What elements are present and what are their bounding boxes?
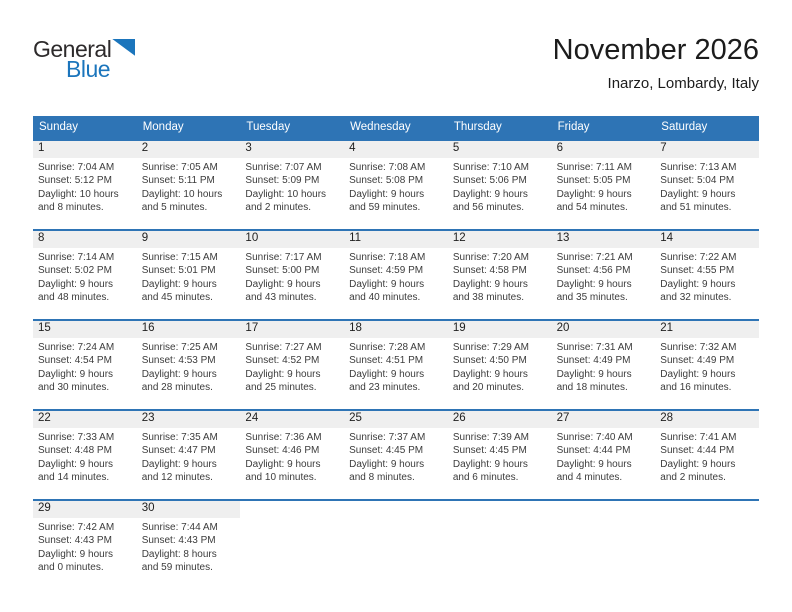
sunset-text: Sunset: 5:02 PM [38, 265, 112, 277]
day-detail [552, 158, 656, 215]
sunrise-text: Sunrise: 7:10 AM [452, 162, 529, 173]
calendar-day-cell-17 [240, 321, 344, 409]
sunrise-text: Sunrise: 7:37 AM [349, 432, 426, 443]
page-header [33, 34, 759, 104]
calendar-day-cell-7 [655, 141, 759, 229]
day-number: 19 [448, 321, 552, 338]
day-detail [655, 428, 759, 485]
sunrise-text: Sunrise: 7:27 AM [245, 342, 322, 353]
day-detail [655, 158, 759, 215]
sunset-text: Sunset: 5:11 PM [141, 175, 215, 187]
weekday-header-wednesday: Wednesday [350, 121, 411, 133]
day-detail [655, 248, 759, 305]
sunset-text: Sunset: 4:44 PM [660, 445, 735, 457]
calendar-day-cell-9 [137, 231, 241, 319]
daylight-text: Daylight: 9 hours and 23 minutes. [349, 368, 425, 394]
daylight-text: Daylight: 9 hours and 48 minutes. [38, 278, 114, 304]
week-row-4 [33, 409, 759, 499]
sunset-text: Sunset: 5:12 PM [38, 175, 112, 187]
calendar-day-cell-15 [33, 321, 137, 409]
sunrise-text: Sunrise: 7:17 AM [245, 252, 322, 263]
sunset-text: Sunset: 4:54 PM [38, 355, 112, 367]
daylight-text: Daylight: 9 hours and 56 minutes. [452, 188, 528, 214]
calendar-day-cell-5 [448, 141, 552, 229]
weekday-header-monday: Monday [142, 121, 184, 133]
day-number: 17 [240, 321, 344, 338]
day-number: 25 [344, 411, 448, 428]
sunset-text: Sunset: 5:06 PM [452, 175, 527, 187]
day-number: 22 [33, 411, 137, 428]
sunset-text: Sunset: 4:48 PM [38, 445, 112, 457]
daylight-text: Daylight: 9 hours and 40 minutes. [349, 278, 425, 304]
sunrise-text: Sunrise: 7:39 AM [452, 432, 529, 443]
daylight-text: Daylight: 9 hours and 10 minutes. [245, 458, 321, 484]
calendar-day-cell-27 [552, 411, 656, 499]
logo-text-blue: Blue [66, 56, 111, 82]
day-number: 21 [655, 321, 759, 338]
sunset-text: Sunset: 5:09 PM [245, 175, 320, 187]
sunrise-text: Sunrise: 7:28 AM [349, 342, 426, 353]
weekday-header-sunday: Sunday [39, 121, 79, 133]
day-number: 6 [552, 141, 656, 158]
day-detail [137, 248, 241, 305]
day-detail [344, 158, 448, 215]
daylight-text: Daylight: 9 hours and 0 minutes. [38, 548, 114, 574]
daylight-text: Daylight: 9 hours and 28 minutes. [141, 368, 217, 394]
day-number: 10 [240, 231, 344, 248]
sunrise-text: Sunrise: 7:40 AM [556, 432, 633, 443]
sunrise-text: Sunrise: 7:31 AM [556, 342, 633, 353]
calendar-day-cell-4 [344, 141, 448, 229]
sunset-text: Sunset: 4:50 PM [452, 355, 527, 367]
calendar-page [33, 0, 759, 589]
sunset-text: Sunset: 4:44 PM [556, 445, 631, 457]
day-number [448, 501, 552, 518]
sunrise-text: Sunrise: 7:35 AM [141, 432, 218, 443]
calendar-day-cell-3 [240, 141, 344, 229]
day-number: 18 [344, 321, 448, 338]
sunset-text: Sunset: 4:56 PM [556, 265, 631, 277]
sunrise-text: Sunrise: 7:21 AM [556, 252, 633, 263]
calendar-day-cell-29 [33, 501, 137, 589]
day-number: 28 [655, 411, 759, 428]
day-detail [33, 248, 137, 305]
day-number: 15 [33, 321, 137, 338]
day-detail [655, 338, 759, 395]
sunrise-text: Sunrise: 7:14 AM [38, 252, 115, 263]
calendar-empty-cell [240, 501, 344, 589]
daylight-text: Daylight: 10 hours and 5 minutes. [141, 188, 223, 214]
calendar-day-cell-30 [137, 501, 241, 589]
day-number: 20 [552, 321, 656, 338]
day-number: 13 [552, 231, 656, 248]
calendar-day-cell-2 [137, 141, 241, 229]
day-number: 2 [137, 141, 241, 158]
sunset-text: Sunset: 4:49 PM [660, 355, 735, 367]
calendar-day-cell-13 [552, 231, 656, 319]
sunset-text: Sunset: 5:01 PM [141, 265, 216, 277]
day-detail [448, 158, 552, 215]
daylight-text: Daylight: 9 hours and 20 minutes. [452, 368, 528, 394]
daylight-text: Daylight: 9 hours and 12 minutes. [141, 458, 217, 484]
day-number: 14 [655, 231, 759, 248]
day-number: 26 [448, 411, 552, 428]
day-detail [137, 338, 241, 395]
title-block [553, 34, 759, 92]
calendar-day-cell-1 [33, 141, 137, 229]
day-detail [137, 518, 241, 575]
daylight-text: Daylight: 9 hours and 38 minutes. [452, 278, 528, 304]
sunrise-text: Sunrise: 7:41 AM [660, 432, 737, 443]
day-detail [33, 428, 137, 485]
daylight-text: Daylight: 10 hours and 2 minutes. [245, 188, 327, 214]
sunset-text: Sunset: 5:00 PM [245, 265, 320, 277]
calendar-empty-cell [448, 501, 552, 589]
sunrise-text: Sunrise: 7:11 AM [556, 162, 632, 173]
week-row-5 [33, 499, 759, 589]
daylight-text: Daylight: 9 hours and 35 minutes. [556, 278, 632, 304]
calendar-day-cell-11 [344, 231, 448, 319]
day-detail [344, 338, 448, 395]
calendar-day-cell-26 [448, 411, 552, 499]
calendar-day-cell-21 [655, 321, 759, 409]
daylight-text: Daylight: 9 hours and 2 minutes. [660, 458, 736, 484]
day-number: 9 [137, 231, 241, 248]
weekday-header-saturday: Saturday [661, 121, 708, 133]
daylight-text: Daylight: 10 hours and 8 minutes. [38, 188, 119, 214]
sunrise-text: Sunrise: 7:44 AM [141, 522, 218, 533]
sunrise-text: Sunrise: 7:05 AM [141, 162, 218, 173]
day-detail [448, 338, 552, 395]
daylight-text: Daylight: 9 hours and 43 minutes. [245, 278, 321, 304]
sunrise-text: Sunrise: 7:25 AM [141, 342, 218, 353]
calendar-day-cell-23 [137, 411, 241, 499]
calendar-day-cell-14 [655, 231, 759, 319]
sunrise-text: Sunrise: 7:24 AM [38, 342, 115, 353]
sunrise-text: Sunrise: 7:29 AM [452, 342, 529, 353]
daylight-text: Daylight: 9 hours and 25 minutes. [245, 368, 321, 394]
daylight-text: Daylight: 9 hours and 18 minutes. [556, 368, 632, 394]
sunset-text: Sunset: 5:05 PM [556, 175, 631, 187]
day-number: 3 [240, 141, 344, 158]
weekday-header-thursday: Thursday [453, 121, 502, 133]
sunrise-text: Sunrise: 7:08 AM [349, 162, 426, 173]
day-detail [552, 338, 656, 395]
daylight-text: Daylight: 9 hours and 45 minutes. [141, 278, 217, 304]
weekday-header-row [33, 116, 759, 139]
day-detail [552, 248, 656, 305]
daylight-text: Daylight: 9 hours and 59 minutes. [349, 188, 425, 214]
weekday-header-tuesday: Tuesday [246, 121, 291, 133]
day-detail [552, 428, 656, 485]
sunrise-text: Sunrise: 7:33 AM [38, 432, 115, 443]
calendar-day-cell-16 [137, 321, 241, 409]
general-blue-logo [33, 34, 135, 81]
logo-triangle-icon [112, 39, 135, 56]
calendar-day-cell-18 [344, 321, 448, 409]
day-number: 27 [552, 411, 656, 428]
day-detail [240, 338, 344, 395]
sunset-text: Sunset: 4:53 PM [141, 355, 216, 367]
sunset-text: Sunset: 4:43 PM [141, 535, 216, 547]
day-number: 8 [33, 231, 137, 248]
day-number: 29 [33, 501, 137, 518]
daylight-text: Daylight: 9 hours and 14 minutes. [38, 458, 114, 484]
calendar-empty-cell [344, 501, 448, 589]
sunset-text: Sunset: 4:43 PM [38, 535, 112, 547]
calendar-day-cell-22 [33, 411, 137, 499]
logo-text-general: General [33, 36, 112, 62]
daylight-text: Daylight: 9 hours and 4 minutes. [556, 458, 632, 484]
day-number: 4 [344, 141, 448, 158]
calendar-day-cell-28 [655, 411, 759, 499]
sunrise-text: Sunrise: 7:36 AM [245, 432, 322, 443]
sunset-text: Sunset: 4:59 PM [349, 265, 424, 277]
day-detail [33, 518, 137, 575]
sunrise-text: Sunrise: 7:22 AM [660, 252, 737, 263]
day-detail [137, 428, 241, 485]
sunrise-text: Sunrise: 7:32 AM [660, 342, 737, 353]
day-number: 1 [33, 141, 137, 158]
day-number [344, 501, 448, 518]
calendar-grid [33, 116, 759, 589]
day-number: 7 [655, 141, 759, 158]
calendar-empty-cell [552, 501, 656, 589]
calendar-weeks [33, 139, 759, 589]
sunset-text: Sunset: 4:47 PM [141, 445, 216, 457]
day-number: 23 [137, 411, 241, 428]
daylight-text: Daylight: 9 hours and 51 minutes. [660, 188, 736, 214]
sunset-text: Sunset: 4:46 PM [245, 445, 320, 457]
daylight-text: Daylight: 8 hours and 59 minutes. [141, 548, 217, 574]
calendar-day-cell-25 [344, 411, 448, 499]
sunrise-text: Sunrise: 7:07 AM [245, 162, 322, 173]
day-number [552, 501, 656, 518]
daylight-text: Daylight: 9 hours and 16 minutes. [660, 368, 736, 394]
day-detail [137, 158, 241, 215]
day-detail [33, 338, 137, 395]
day-detail [448, 248, 552, 305]
calendar-day-cell-19 [448, 321, 552, 409]
calendar-day-cell-6 [552, 141, 656, 229]
day-detail [344, 248, 448, 305]
day-detail [240, 428, 344, 485]
calendar-day-cell-20 [552, 321, 656, 409]
sunset-text: Sunset: 4:49 PM [556, 355, 631, 367]
sunset-text: Sunset: 5:08 PM [349, 175, 424, 187]
sunset-text: Sunset: 4:45 PM [452, 445, 527, 457]
daylight-text: Daylight: 9 hours and 6 minutes. [452, 458, 528, 484]
day-number: 24 [240, 411, 344, 428]
sunrise-text: Sunrise: 7:13 AM [660, 162, 737, 173]
day-detail [448, 428, 552, 485]
day-detail [344, 428, 448, 485]
sunset-text: Sunset: 4:51 PM [349, 355, 424, 367]
daylight-text: Daylight: 9 hours and 32 minutes. [660, 278, 736, 304]
daylight-text: Daylight: 9 hours and 8 minutes. [349, 458, 425, 484]
daylight-text: Daylight: 9 hours and 30 minutes. [38, 368, 114, 394]
day-number: 5 [448, 141, 552, 158]
sunset-text: Sunset: 4:52 PM [245, 355, 320, 367]
week-row-2 [33, 229, 759, 319]
calendar-empty-cell [655, 501, 759, 589]
daylight-text: Daylight: 9 hours and 54 minutes. [556, 188, 632, 214]
sunset-text: Sunset: 4:45 PM [349, 445, 424, 457]
calendar-day-cell-12 [448, 231, 552, 319]
day-number: 12 [448, 231, 552, 248]
day-number [240, 501, 344, 518]
day-number: 11 [344, 231, 448, 248]
week-row-1 [33, 139, 759, 229]
day-number [655, 501, 759, 518]
sunrise-text: Sunrise: 7:15 AM [141, 252, 218, 263]
day-detail [33, 158, 137, 215]
page-subtitle: Inarzo, Lombardy, Italy [607, 75, 759, 92]
sunrise-text: Sunrise: 7:04 AM [38, 162, 115, 173]
page-title: November 2026 [552, 34, 759, 66]
calendar-day-cell-10 [240, 231, 344, 319]
sunset-text: Sunset: 5:04 PM [660, 175, 735, 187]
sunrise-text: Sunrise: 7:18 AM [349, 252, 426, 263]
calendar-day-cell-8 [33, 231, 137, 319]
sunrise-text: Sunrise: 7:20 AM [452, 252, 529, 263]
week-row-3 [33, 319, 759, 409]
sunrise-text: Sunrise: 7:42 AM [38, 522, 115, 533]
day-detail [240, 158, 344, 215]
calendar-day-cell-24 [240, 411, 344, 499]
day-number: 16 [137, 321, 241, 338]
weekday-header-friday: Friday [557, 121, 590, 133]
sunset-text: Sunset: 4:55 PM [660, 265, 735, 277]
day-detail [240, 248, 344, 305]
sunset-text: Sunset: 4:58 PM [452, 265, 527, 277]
day-number: 30 [137, 501, 241, 518]
